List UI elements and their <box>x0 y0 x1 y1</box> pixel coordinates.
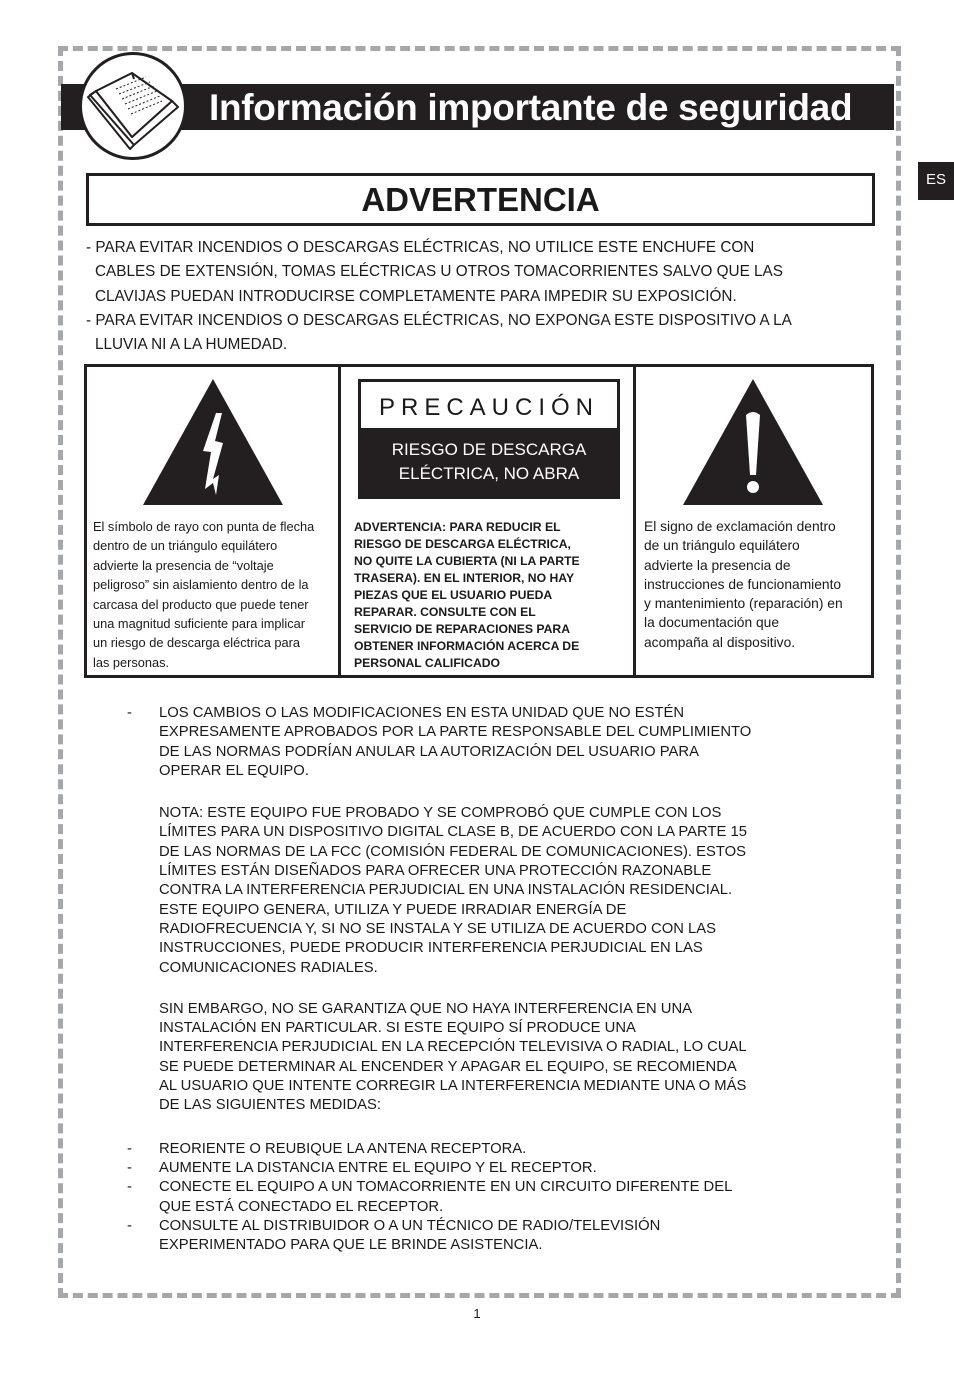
text-line: LÍMITES PARA UN DISPOSITIVO DIGITAL CLASE B, DE ACUERDO CON LA PARTE 15 <box>159 824 747 841</box>
text-line: las personas. <box>93 654 170 670</box>
text-line: INTERFERENCIA PERJUDICIAL EN LA RECEPCIÓN TELEVISIVA O RADIAL, LO CUAL <box>159 1039 747 1056</box>
lightning-symbol-cell <box>87 367 341 675</box>
text-line: INSTRUCCIONES, PUEDE PRODUCIR INTERFERENCIA PERJUDICIAL EN LAS <box>159 940 703 957</box>
text-line: la documentación que <box>644 615 779 631</box>
text-line: TRASERA). EN EL INTERIOR, NO HAY <box>354 571 575 585</box>
text-line: INSTALACIÓN EN PARTICULAR. SI ESTE EQUIPO SÍ PRODUCE UNA <box>159 1020 636 1037</box>
text-line: peligroso” sin aislamiento dentro de la <box>93 577 309 593</box>
text-line: una magnitud suficiente para implicar <box>93 616 305 632</box>
text-line: ADVERTENCIA: PARA REDUCIR EL <box>354 520 561 534</box>
open-book-icon <box>79 52 187 160</box>
text-line: CONTRA LA INTERFERENCIA PERJUDICIAL EN UNA INSTALACIÓN RESIDENCIAL. <box>159 882 733 899</box>
text-line: CONECTE EL EQUIPO A UN TOMACORRIENTE EN UN CIRCUITO DIFERENTE DEL <box>159 1179 733 1196</box>
text-line: advierte la presencia de <box>644 557 791 573</box>
text-line: y mantenimiento (reparación) en <box>644 596 843 612</box>
warning-item <box>86 309 876 358</box>
warning-list <box>86 236 876 357</box>
text-line: RIESGO DE DESCARGA <box>391 440 587 459</box>
text-line: RIESGO DE DESCARGA ELÉCTRICA, <box>354 537 571 551</box>
precaution-cell <box>341 367 636 675</box>
exclamation-symbol-cell <box>636 367 871 675</box>
text-line: QUE ESTÁ CONECTADO EL RECEPTOR. <box>159 1198 444 1215</box>
text-line: OPERAR EL EQUIPO. <box>159 762 309 779</box>
text-line: EXPRESAMENTE APROBADOS POR LA PARTE RESPONSABLE DEL CUMPLIMIENTO <box>159 724 752 741</box>
text-line: acompaña al dispositivo. <box>644 634 796 650</box>
list-item <box>127 1178 847 1217</box>
text-line: OBTENER INFORMACIÓN ACERCA DE <box>354 639 580 653</box>
list-dash: - <box>127 1179 132 1196</box>
exclamation-description <box>644 517 870 652</box>
text-line: LOS CAMBIOS O LAS MODIFICACIONES EN ESTA UNIDAD QUE NO ESTÉN <box>159 705 685 721</box>
list-item <box>127 704 847 781</box>
text-line: DE LAS SIGUIENTES MEDIDAS: <box>159 1097 382 1114</box>
text-line: - PARA EVITAR INCENDIOS O DESCARGAS ELÉCTRICAS, NO UTILICE ESTE ENCHUFE CON <box>86 239 755 256</box>
measures-list <box>127 1140 847 1256</box>
page-number: 1 <box>473 1306 481 1321</box>
text-line: SERVICIO DE REPARACIONES PARA <box>354 622 571 636</box>
text-line: RADIOFRECUENCIA Y, SI NO SE INSTALA Y SE UTILIZA DE ACUERDO CON LAS <box>159 920 716 937</box>
text-line: REORIENTE O REUBIQUE LA ANTENA RECEPTORA. <box>159 1140 527 1157</box>
list-dash: - <box>127 705 132 721</box>
text-line: un riesgo de descarga eléctrica para <box>93 635 301 651</box>
interference-paragraph <box>127 1000 847 1116</box>
text-line: EXPERIMENTADO PARA QUE LE BRINDE ASISTENCIA. <box>159 1237 543 1254</box>
text-line: CLAVIJAS PUEDAN INTRODUCIRSE COMPLETAMENTE PARA IMPEDIR SU EXPOSICIÓN. <box>95 287 737 305</box>
precaution-subtitle <box>361 438 617 486</box>
text-line: AUMENTE LA DISTANCIA ENTRE EL EQUIPO Y EL RECEPTOR. <box>159 1159 597 1176</box>
text-line: NO QUITE LA CUBIERTA (NI LA PARTE <box>354 554 580 568</box>
text-line: LLUVIA NI A LA HUMEDAD. <box>95 336 288 354</box>
text-line: SIN EMBARGO, NO SE GARANTIZA QUE NO HAYA INTERFERENCIA EN UNA <box>159 1000 693 1017</box>
text-line: ELÉCTRICA, NO ABRA <box>398 464 580 483</box>
text-line: AL USUARIO QUE INTENTE CORREGIR LA INTERFERENCIA MEDIANTE UNA O MÁS <box>159 1078 747 1095</box>
text-line: CONSULTE AL DISTRIBUIDOR O A UN TÉCNICO DE RADIO/TELEVISIÓN <box>159 1217 661 1234</box>
fcc-note-paragraph <box>127 804 847 978</box>
text-line: El símbolo de rayo con punta de flecha <box>93 519 315 534</box>
text-line: DE LAS NORMAS PODRÍAN ANULAR LA AUTORIZACIÓN DEL USUARIO PARA <box>159 743 699 760</box>
page-title: Información importante de seguridad <box>209 87 853 128</box>
text-line: de un triángulo equilátero <box>644 538 800 554</box>
list-item <box>127 1140 847 1159</box>
text-line: - PARA EVITAR INCENDIOS O DESCARGAS ELÉCTRICAS, NO EXPONGA ESTE DISPOSITIVO A LA <box>86 311 792 329</box>
text-line: LÍMITES ESTÁN DISEÑADOS PARA OFRECER UNA PROTECCIÓN RAZONABLE <box>159 863 712 880</box>
text-line: instrucciones de funcionamiento <box>644 576 842 592</box>
text-line: DE LAS NORMAS DE LA FCC (COMISIÓN FEDERAL DE COMUNICACIONES). ESTOS <box>159 843 747 860</box>
list-dash: - <box>127 1140 132 1157</box>
text-line: PERSONAL CALIFICADO <box>354 656 501 670</box>
precaution-label <box>358 379 620 499</box>
list-item <box>127 1159 847 1178</box>
fcc-notes <box>127 704 847 1255</box>
list-dash: - <box>127 1217 132 1234</box>
text-line: ESTE EQUIPO GENERA, UTILIZA Y PUEDE IRRADIAR ENERGÍA DE <box>159 901 627 918</box>
list-dash: - <box>127 1159 132 1176</box>
text-line: carcasa del producto que puede tener <box>93 596 309 612</box>
list-item <box>127 1217 847 1256</box>
text-line: REPARAR. CONSULTE CON EL <box>354 605 536 619</box>
text-line: PIEZAS QUE EL USUARIO PUEDA <box>354 588 553 602</box>
language-tab: ES <box>918 162 954 200</box>
text-line: NOTA: ESTE EQUIPO FUE PROBADO Y SE COMPROBÓ QUE CUMPLE CON LOS <box>159 805 722 822</box>
lightning-warning-icon <box>143 379 283 505</box>
service-warning <box>354 519 620 672</box>
text-line: SE PUEDE DETERMINAR AL ENCENDER Y APAGAR EL EQUIPO, SE RECOMIENDA <box>159 1058 737 1075</box>
lightning-description <box>93 517 335 672</box>
precaution-title: PRECAUCIÓN <box>361 382 617 428</box>
text-line: advierte la presencia de “voltaje <box>93 557 274 573</box>
warning-heading: ADVERTENCIA <box>86 173 875 226</box>
text-line: COMUNICACIONES RADIALES. <box>159 959 378 976</box>
warning-item <box>86 236 876 309</box>
safety-symbols-table <box>84 364 874 678</box>
exclamation-warning-icon <box>683 379 823 505</box>
text-line: dentro de un triángulo equilátero <box>93 538 278 554</box>
text-line: El signo de exclamación dentro <box>644 519 836 534</box>
text-line: CABLES DE EXTENSIÓN, TOMAS ELÉCTRICAS U OTROS TOMACORRIENTES SALVO QUE LAS <box>95 263 783 281</box>
